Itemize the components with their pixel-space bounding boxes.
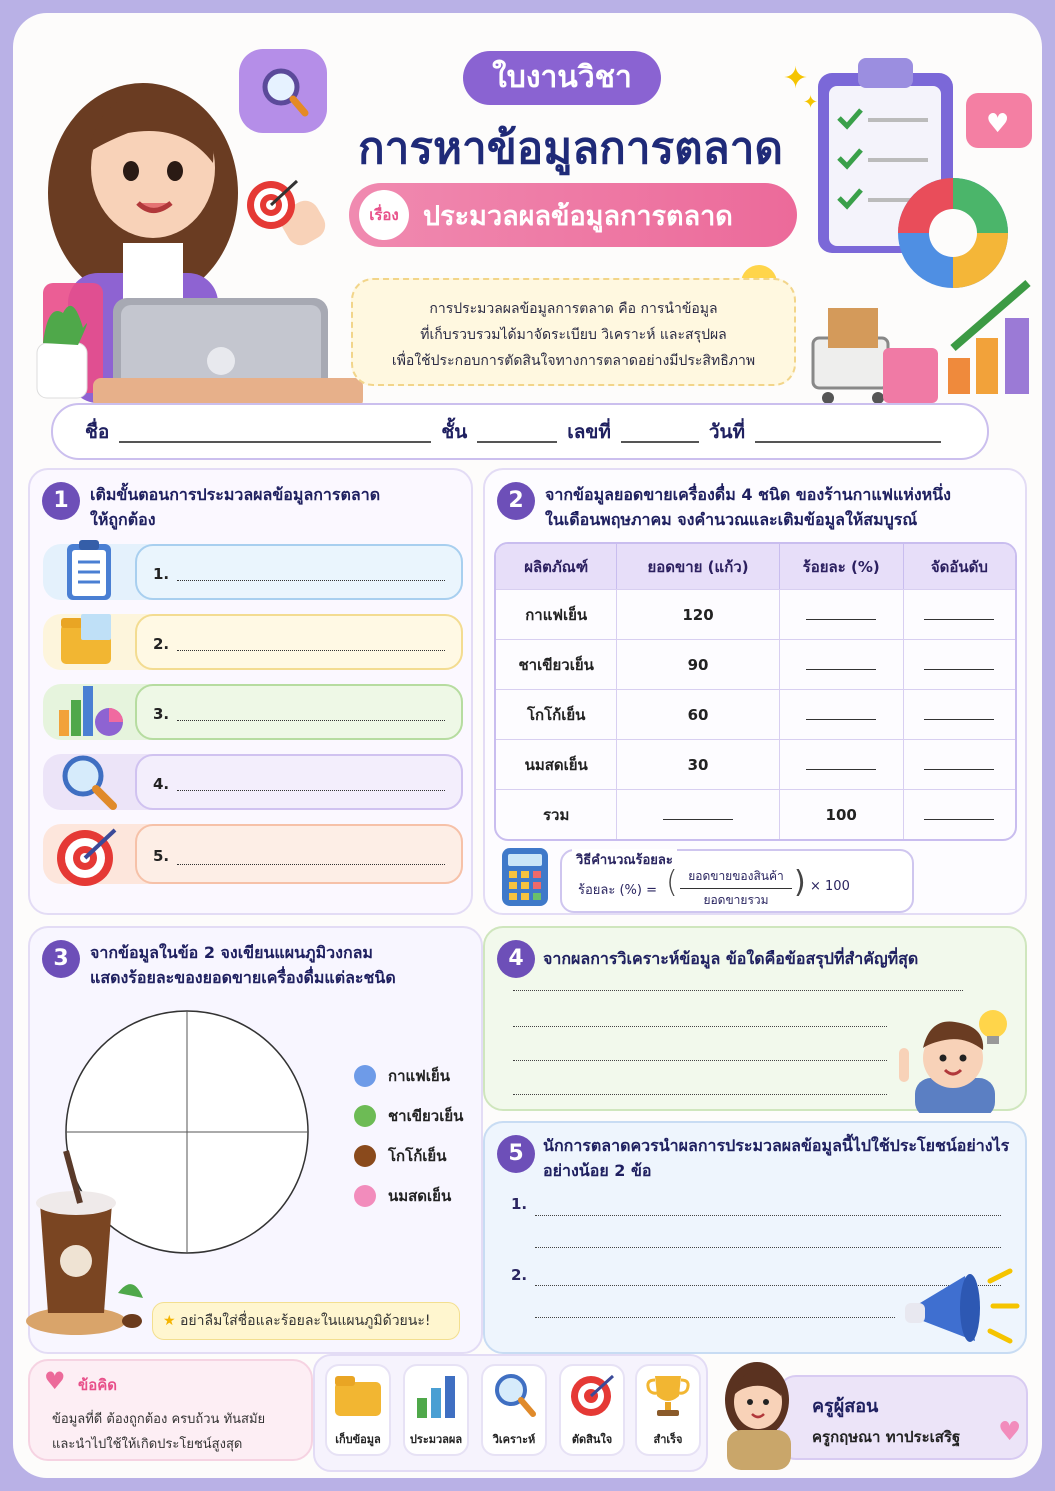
definition-line: การประมวลผลข้อมูลการตลาด คือ การนำข้อมูล	[429, 301, 718, 317]
step-number: 5.	[153, 847, 170, 865]
process-step-label: ตัดสินใจ	[571, 1433, 613, 1446]
total-rank-blank[interactable]	[904, 789, 1015, 839]
item-number: 1.	[511, 1195, 528, 1213]
question-5-text	[543, 1133, 1009, 1183]
date-field[interactable]	[755, 441, 941, 443]
product-cell: กาแฟเย็น	[496, 589, 617, 639]
total-percent: 100	[780, 789, 904, 839]
product-cell: นมสดเย็น	[496, 739, 617, 789]
folder-icon	[53, 610, 117, 672]
question-5-card	[483, 1121, 1027, 1354]
question-text-line: อย่างน้อย 2 ข้อ	[543, 1161, 652, 1180]
question-number: 4	[497, 940, 535, 978]
question-text-line: นักการตลาดควรนำผลการประมวลผลข้อมูลนี้ไปใช้ประโยชน์อย่างไร	[543, 1136, 1010, 1155]
process-step-label: สำเร็จ	[653, 1433, 683, 1446]
step-row	[43, 824, 463, 884]
percent-blank[interactable]	[780, 739, 904, 789]
teacher-name: ครูกฤษณา ทาประเสริฐ	[812, 1428, 961, 1446]
target-icon	[53, 822, 123, 888]
legend-item	[354, 1184, 451, 1208]
student-info-bar	[51, 403, 989, 460]
product-cell: โกโก้เย็น	[496, 689, 617, 739]
table-header: ยอดขาย (แก้ว)	[617, 544, 779, 589]
step-number: 4.	[153, 775, 170, 793]
number-label: เลขที่	[567, 420, 611, 443]
teacher-label: ครูผู้สอน	[812, 1396, 879, 1417]
process-step-label: ประมวลผล	[409, 1433, 463, 1446]
step-field-4[interactable]	[135, 754, 463, 810]
rank-blank[interactable]	[904, 739, 1015, 789]
tip-title: ข้อคิด	[78, 1376, 118, 1394]
question-text-line: จากข้อมูลยอดขายเครื่องดื่ม 4 ชนิด ของร้านกาแฟแห่งหนึ่ง	[545, 485, 951, 504]
step-row	[43, 754, 463, 810]
fraction	[680, 867, 792, 910]
date-label: วันที่	[708, 420, 746, 443]
bar-chart-icon	[51, 680, 127, 740]
legend-label: โกโก้เย็น	[388, 1147, 447, 1165]
folder-icon	[327, 1366, 389, 1422]
tip-text	[52, 1407, 265, 1457]
formula-box	[560, 849, 914, 913]
definition-line: เพื่อใช้ประกอบการตัดสินใจทางการตลาดอย่างมีประสิทธิภาพ	[391, 353, 756, 369]
step-row	[43, 544, 463, 600]
definition-line: ที่เก็บรวบรวมได้มาจัดระเบียบ วิเคราะห์ และสรุปผล	[420, 327, 727, 343]
megaphone-icon	[895, 1251, 1025, 1353]
clipboard-charts-illustration	[773, 48, 1038, 408]
question-number: 3	[42, 940, 80, 978]
table-row	[496, 639, 1015, 689]
formula-denominator: ยอดขายรวม	[680, 888, 792, 910]
total-sales-blank[interactable]	[617, 789, 779, 839]
question-text-line: เติมขั้นตอนการประมวลผลข้อมูลการตลาด	[90, 485, 381, 504]
legend-dot-pink	[354, 1185, 376, 1207]
name-field[interactable]	[119, 441, 431, 443]
number-field[interactable]	[621, 441, 699, 443]
star-icon: ★	[163, 1313, 176, 1329]
page-title: การหาข้อมูลการตลาด	[358, 123, 783, 174]
process-step-process	[403, 1364, 469, 1456]
topic-title: ประมวลผลข้อมูลการตลาด	[423, 200, 733, 232]
reminder-note	[152, 1302, 460, 1340]
answer-line[interactable]	[513, 1060, 887, 1061]
definition-box	[351, 278, 796, 386]
step-number: 2.	[153, 635, 170, 653]
question-text-line: แสดงร้อยละของยอดขายเครื่องดื่มแต่ละชนิด	[90, 968, 396, 987]
step-number: 3.	[153, 705, 170, 723]
boy-pointing-icon	[885, 998, 1025, 1113]
table-row	[496, 589, 1015, 639]
tip-card	[28, 1359, 313, 1461]
svg-text:♥: ♥	[986, 109, 1010, 139]
bar-chart-icon	[405, 1366, 467, 1422]
sales-cell: 60	[617, 689, 779, 739]
question-number: 1	[42, 482, 80, 520]
close-paren: )	[794, 865, 806, 900]
target-icon	[243, 175, 303, 235]
heart-icon: ♥	[44, 1367, 66, 1395]
worksheet	[13, 13, 1042, 1478]
formula-numerator: ยอดขายของสินค้า	[688, 869, 784, 883]
answer-line[interactable]	[513, 1094, 887, 1095]
class-field[interactable]	[477, 441, 557, 443]
total-label: รวม	[496, 789, 617, 839]
target-icon	[561, 1366, 623, 1422]
step-row	[43, 614, 463, 670]
rank-blank[interactable]	[904, 689, 1015, 739]
legend-dot-brown	[354, 1145, 376, 1167]
formula-lhs: ร้อยละ (%) =	[578, 883, 658, 898]
legend-label: กาแฟเย็น	[388, 1067, 450, 1085]
question-4-text: จากผลการวิเคราะห์ข้อมูล ข้อใดคือข้อสรุปที่สำคัญที่สุด	[543, 949, 919, 968]
process-step-collect	[325, 1364, 391, 1456]
question-4-card	[483, 926, 1027, 1111]
trophy-icon	[637, 1366, 699, 1422]
process-step-analyze	[481, 1364, 547, 1456]
rank-blank[interactable]	[904, 639, 1015, 689]
item-number: 2.	[511, 1266, 528, 1284]
subject-label: ใบงานวิชา	[463, 51, 661, 105]
step-field-1[interactable]	[135, 544, 463, 600]
question-1-text	[90, 482, 380, 532]
teacher-card	[778, 1375, 1028, 1460]
svg-text:✦: ✦	[783, 61, 809, 96]
magnifier-icon	[483, 1366, 545, 1422]
question-1-card	[28, 468, 473, 915]
legend-item	[354, 1064, 450, 1088]
question-text-line: ในเดือนพฤษภาคม จงคำนวณและเติมข้อมูลให้สมบูรณ์	[545, 510, 918, 529]
percent-blank[interactable]	[780, 689, 904, 739]
legend-dot-blue	[354, 1065, 376, 1087]
answer-line[interactable]	[535, 1215, 1001, 1216]
sales-cell: 30	[617, 739, 779, 789]
formula-title: วิธีคำนวณร้อยละ	[572, 849, 677, 870]
clipboard-icon	[63, 538, 115, 604]
step-row	[43, 684, 463, 740]
topic-banner	[349, 183, 797, 247]
question-text-line: ให้ถูกต้อง	[90, 510, 156, 529]
legend-dot-green	[354, 1105, 376, 1127]
process-step-decide	[559, 1364, 625, 1456]
reminder-text: อย่าลืมใส่ชื่อและร้อยละในแผนภูมิด้วยนะ!	[180, 1313, 431, 1329]
sales-cell: 120	[617, 589, 779, 639]
process-step-success	[635, 1364, 701, 1456]
question-3-card	[28, 926, 483, 1354]
legend-label: นมสดเย็น	[388, 1187, 452, 1205]
calculator-icon	[500, 846, 552, 910]
answer-line[interactable]	[513, 1026, 887, 1027]
magnifier-icon	[57, 750, 121, 814]
question-2-text	[545, 482, 951, 532]
name-label: ชื่อ	[85, 420, 110, 443]
class-label: ชั้น	[441, 420, 468, 443]
question-number: 2	[497, 482, 535, 520]
table-header: ผลิตภัณฑ์	[496, 544, 617, 589]
rank-blank[interactable]	[904, 589, 1015, 639]
question-text-line: จากข้อมูลในข้อ 2 จงเขียนแผนภูมิวงกลม	[90, 943, 373, 962]
answer-line[interactable]	[513, 990, 963, 991]
answer-line[interactable]	[535, 1317, 895, 1318]
percent-blank[interactable]	[780, 589, 904, 639]
table-row	[496, 739, 1015, 789]
percent-blank[interactable]	[780, 639, 904, 689]
tip-line: ข้อมูลที่ดี ต้องถูกต้อง ครบถ้วน ทันสมัย	[52, 1412, 266, 1427]
svg-text:✦: ✦	[803, 92, 819, 113]
step-field-3[interactable]	[135, 684, 463, 740]
answer-line[interactable]	[535, 1247, 1001, 1248]
open-paren: (	[666, 865, 678, 900]
product-cell: ชาเขียวเย็น	[496, 639, 617, 689]
formula-multiplier: × 100	[810, 879, 850, 894]
step-field-2[interactable]	[135, 614, 463, 670]
table-header: ร้อยละ (%)	[780, 544, 904, 589]
step-number: 1.	[153, 565, 170, 583]
legend-item	[354, 1104, 463, 1128]
teacher-avatar	[713, 1350, 803, 1470]
iced-coffee-icon	[18, 1143, 168, 1343]
legend-item	[354, 1144, 446, 1168]
table-row	[496, 689, 1015, 739]
tip-line: และนำไปใช้ให้เกิดประโยชน์สูงสุด	[52, 1437, 243, 1452]
heart-icon: ♥	[998, 1417, 1022, 1447]
question-number: 5	[497, 1135, 535, 1173]
step-field-5[interactable]	[135, 824, 463, 884]
table-header: จัดอันดับ	[904, 544, 1015, 589]
topic-tag: เรื่อง	[359, 190, 409, 240]
sales-table	[494, 542, 1017, 841]
process-step-label: เก็บข้อมูล	[335, 1433, 381, 1446]
question-3-text	[90, 940, 396, 990]
sales-cell: 90	[617, 639, 779, 689]
process-step-label: วิเคราะห์	[492, 1433, 536, 1446]
legend-label: ชาเขียวเย็น	[388, 1107, 464, 1125]
table-total-row	[496, 789, 1015, 839]
